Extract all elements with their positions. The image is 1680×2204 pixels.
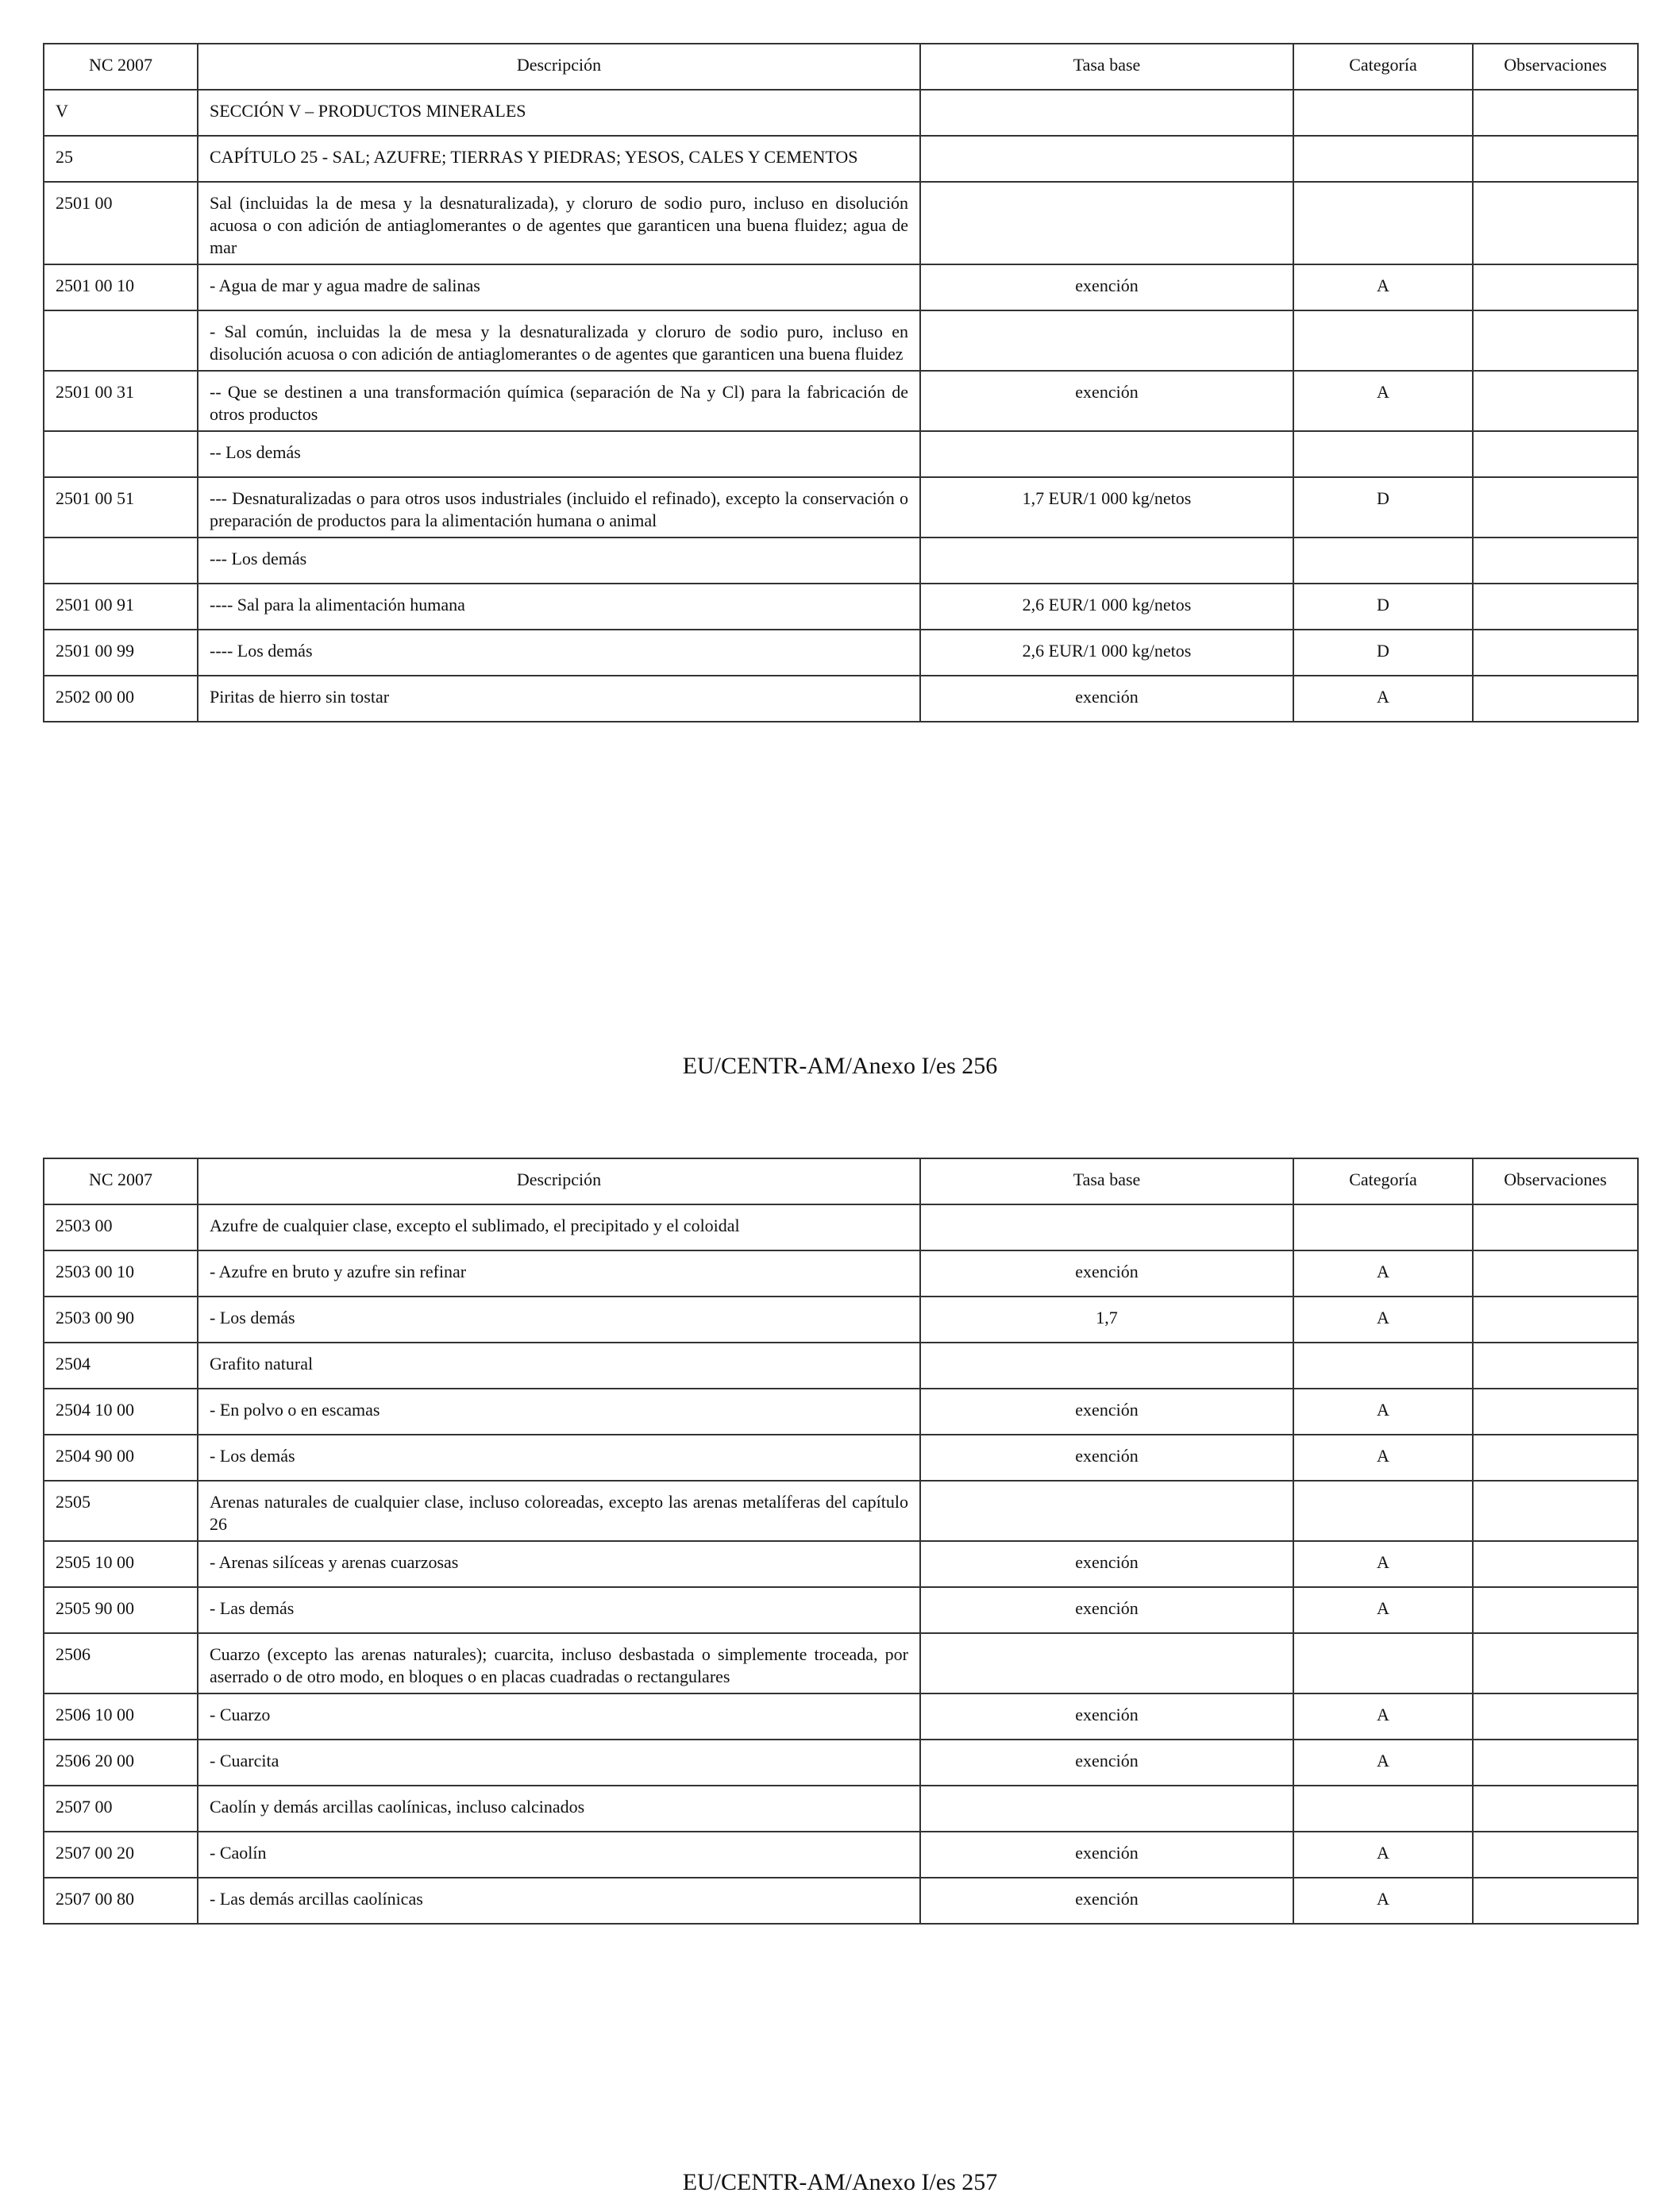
table-row <box>44 1878 1638 1924</box>
cell-description: -- Que se destinen a una transformación química (separación de Na y Cl) para la fabricación de otros productos <box>198 371 920 431</box>
cell-description: SECCIÓN V – PRODUCTOS MINERALES <box>198 90 920 136</box>
cell-categoria <box>1293 1343 1473 1389</box>
cell-observaciones <box>1473 1481 1638 1541</box>
cell-description: Sal (incluidas la de mesa y la desnaturalizada), y cloruro de sodio puro, incluso en disolución acuosa o con adición de antiaglomerantes o de agentes que garanticen una buena fluidez; agua de mar <box>198 182 920 264</box>
table-body <box>44 90 1638 722</box>
cell-description: --- Desnaturalizadas o para otros usos industriales (incluido el refinado), excepto la conservación o preparación de productos para la alimentación humana o animal <box>198 477 920 538</box>
cell-categoria: A <box>1293 1587 1473 1633</box>
cell-description: - Arenas silíceas y arenas cuarzosas <box>198 1541 920 1587</box>
table-row <box>44 1297 1638 1343</box>
cell-categoria: A <box>1293 1878 1473 1924</box>
cell-observaciones <box>1473 1204 1638 1250</box>
cell-nc-code: 2504 <box>44 1343 198 1389</box>
cell-tasa-base: exención <box>920 1541 1293 1587</box>
table-row <box>44 1693 1638 1740</box>
table-row <box>44 1204 1638 1250</box>
cell-description: CAPÍTULO 25 - SAL; AZUFRE; TIERRAS Y PIEDRAS; YESOS, CALES Y CEMENTOS <box>198 136 920 182</box>
table-row <box>44 264 1638 310</box>
cell-observaciones <box>1473 136 1638 182</box>
cell-observaciones <box>1473 477 1638 538</box>
cell-nc-code: 25 <box>44 136 198 182</box>
cell-categoria <box>1293 1633 1473 1693</box>
cell-categoria <box>1293 136 1473 182</box>
cell-tasa-base <box>920 538 1293 584</box>
cell-nc-code: 2506 <box>44 1633 198 1693</box>
cell-nc-code: 2501 00 91 <box>44 584 198 630</box>
table-row <box>44 136 1638 182</box>
header-categoria: Categoría <box>1293 1158 1473 1204</box>
table-row <box>44 676 1638 722</box>
cell-categoria: A <box>1293 676 1473 722</box>
cell-description: Caolín y demás arcillas caolínicas, incluso calcinados <box>198 1786 920 1832</box>
cell-observaciones <box>1473 90 1638 136</box>
table-row <box>44 182 1638 264</box>
header-observaciones: Observaciones <box>1473 44 1638 90</box>
cell-categoria: A <box>1293 1389 1473 1435</box>
cell-nc-code: 2501 00 99 <box>44 630 198 676</box>
cell-description: - En polvo o en escamas <box>198 1389 920 1435</box>
cell-description: Piritas de hierro sin tostar <box>198 676 920 722</box>
cell-observaciones <box>1473 1878 1638 1924</box>
cell-description: - Sal común, incluidas la de mesa y la desnaturalizada y cloruro de sodio puro, incluso en disolución acuosa o con adición de antiaglomerantes o de agentes que garanticen una buena fluidez <box>198 310 920 371</box>
cell-tasa-base: exención <box>920 371 1293 431</box>
cell-nc-code: 2507 00 80 <box>44 1878 198 1924</box>
cell-observaciones <box>1473 1693 1638 1740</box>
table-row <box>44 1633 1638 1693</box>
cell-categoria: A <box>1293 1297 1473 1343</box>
header-descripcion: Descripción <box>198 1158 920 1204</box>
cell-nc-code: 2504 10 00 <box>44 1389 198 1435</box>
cell-tasa-base <box>920 1481 1293 1541</box>
cell-tasa-base <box>920 90 1293 136</box>
cell-tasa-base <box>920 182 1293 264</box>
cell-categoria: A <box>1293 1435 1473 1481</box>
cell-nc-code: 2507 00 20 <box>44 1832 198 1878</box>
cell-observaciones <box>1473 1297 1638 1343</box>
cell-nc-code: 2506 10 00 <box>44 1693 198 1740</box>
cell-categoria: A <box>1293 1832 1473 1878</box>
table-header-row <box>44 1158 1638 1204</box>
cell-observaciones <box>1473 1740 1638 1786</box>
cell-nc-code: 2502 00 00 <box>44 676 198 722</box>
cell-description: - Cuarzo <box>198 1693 920 1740</box>
cell-description: Arenas naturales de cualquier clase, incluso coloreadas, excepto las arenas metalíferas del capítulo 26 <box>198 1481 920 1541</box>
cell-tasa-base <box>920 136 1293 182</box>
cell-tasa-base: 1,7 EUR/1 000 kg/netos <box>920 477 1293 538</box>
cell-nc-code: 2501 00 10 <box>44 264 198 310</box>
cell-nc-code: 2507 00 <box>44 1786 198 1832</box>
table-row <box>44 538 1638 584</box>
cell-categoria <box>1293 182 1473 264</box>
cell-categoria: A <box>1293 1740 1473 1786</box>
cell-tasa-base: 2,6 EUR/1 000 kg/netos <box>920 584 1293 630</box>
cell-nc-code: 2505 <box>44 1481 198 1541</box>
cell-description: Azufre de cualquier clase, excepto el sublimado, el precipitado y el coloidal <box>198 1204 920 1250</box>
cell-observaciones <box>1473 630 1638 676</box>
cell-observaciones <box>1473 1250 1638 1297</box>
cell-description: - Las demás <box>198 1587 920 1633</box>
cell-categoria: D <box>1293 584 1473 630</box>
table-row <box>44 1435 1638 1481</box>
cell-categoria: A <box>1293 371 1473 431</box>
header-observaciones: Observaciones <box>1473 1158 1638 1204</box>
cell-categoria <box>1293 1481 1473 1541</box>
table-row <box>44 1832 1638 1878</box>
header-tasa-base: Tasa base <box>920 44 1293 90</box>
cell-categoria: A <box>1293 1541 1473 1587</box>
cell-description: --- Los demás <box>198 538 920 584</box>
cell-categoria <box>1293 1204 1473 1250</box>
cell-tasa-base <box>920 1633 1293 1693</box>
cell-categoria <box>1293 1786 1473 1832</box>
cell-categoria <box>1293 90 1473 136</box>
table-row <box>44 431 1638 477</box>
cell-categoria <box>1293 431 1473 477</box>
cell-nc-code: 2503 00 90 <box>44 1297 198 1343</box>
table-row <box>44 1740 1638 1786</box>
cell-nc-code: 2503 00 10 <box>44 1250 198 1297</box>
cell-nc-code <box>44 310 198 371</box>
cell-description: - Los demás <box>198 1435 920 1481</box>
cell-observaciones <box>1473 371 1638 431</box>
cell-tasa-base <box>920 1343 1293 1389</box>
header-categoria: Categoría <box>1293 44 1473 90</box>
cell-description: - Los demás <box>198 1297 920 1343</box>
cell-categoria: D <box>1293 630 1473 676</box>
table-row <box>44 1786 1638 1832</box>
cell-observaciones <box>1473 1343 1638 1389</box>
table-row <box>44 630 1638 676</box>
cell-observaciones <box>1473 1786 1638 1832</box>
cell-tasa-base: exención <box>920 676 1293 722</box>
tariff-table-page-256 <box>43 43 1639 722</box>
table-row <box>44 477 1638 538</box>
cell-nc-code: 2505 90 00 <box>44 1587 198 1633</box>
cell-tasa-base <box>920 1204 1293 1250</box>
cell-observaciones <box>1473 1832 1638 1878</box>
cell-nc-code: 2503 00 <box>44 1204 198 1250</box>
cell-nc-code: 2506 20 00 <box>44 1740 198 1786</box>
table-header-row <box>44 44 1638 90</box>
cell-tasa-base <box>920 431 1293 477</box>
cell-description: ---- Los demás <box>198 630 920 676</box>
cell-description: ---- Sal para la alimentación humana <box>198 584 920 630</box>
cell-observaciones <box>1473 1633 1638 1693</box>
table-row <box>44 1587 1638 1633</box>
table-row <box>44 310 1638 371</box>
cell-observaciones <box>1473 538 1638 584</box>
cell-observaciones <box>1473 1541 1638 1587</box>
cell-tasa-base: exención <box>920 1693 1293 1740</box>
cell-categoria: D <box>1293 477 1473 538</box>
cell-categoria <box>1293 310 1473 371</box>
cell-description: Grafito natural <box>198 1343 920 1389</box>
cell-tasa-base: exención <box>920 1389 1293 1435</box>
cell-categoria: A <box>1293 1693 1473 1740</box>
cell-nc-code: 2501 00 <box>44 182 198 264</box>
table-row <box>44 90 1638 136</box>
cell-tasa-base: exención <box>920 1250 1293 1297</box>
header-tasa-base: Tasa base <box>920 1158 1293 1204</box>
cell-nc-code <box>44 538 198 584</box>
cell-categoria: A <box>1293 1250 1473 1297</box>
cell-observaciones <box>1473 431 1638 477</box>
table-row <box>44 1250 1638 1297</box>
cell-description: - Agua de mar y agua madre de salinas <box>198 264 920 310</box>
cell-description: - Caolín <box>198 1832 920 1878</box>
page-footer-256: EU/CENTR-AM/Anexo I/es 256 <box>682 1053 998 1079</box>
cell-nc-code: 2501 00 51 <box>44 477 198 538</box>
cell-observaciones <box>1473 1389 1638 1435</box>
cell-tasa-base <box>920 1786 1293 1832</box>
cell-description: - Azufre en bruto y azufre sin refinar <box>198 1250 920 1297</box>
table-row <box>44 584 1638 630</box>
cell-categoria <box>1293 538 1473 584</box>
cell-tasa-base: exención <box>920 264 1293 310</box>
table-row <box>44 1481 1638 1541</box>
tariff-table-page-257 <box>43 1158 1639 1925</box>
cell-observaciones <box>1473 264 1638 310</box>
cell-description: - Las demás arcillas caolínicas <box>198 1878 920 1924</box>
cell-tasa-base: exención <box>920 1435 1293 1481</box>
cell-observaciones <box>1473 584 1638 630</box>
cell-tasa-base: exención <box>920 1740 1293 1786</box>
header-nc-2007: NC 2007 <box>44 44 198 90</box>
cell-description: - Cuarcita <box>198 1740 920 1786</box>
cell-observaciones <box>1473 1587 1638 1633</box>
cell-observaciones <box>1473 676 1638 722</box>
cell-tasa-base: 1,7 <box>920 1297 1293 1343</box>
cell-nc-code: 2504 90 00 <box>44 1435 198 1481</box>
table-row <box>44 1541 1638 1587</box>
cell-description: Cuarzo (excepto las arenas naturales); cuarcita, incluso desbastada o simplemente troceada, por aserrado o de otro modo, en bloques o en placas cuadradas o rectangulares <box>198 1633 920 1693</box>
cell-categoria: A <box>1293 264 1473 310</box>
cell-tasa-base: 2,6 EUR/1 000 kg/netos <box>920 630 1293 676</box>
cell-description: -- Los demás <box>198 431 920 477</box>
cell-nc-code <box>44 431 198 477</box>
cell-tasa-base: exención <box>920 1832 1293 1878</box>
cell-observaciones <box>1473 182 1638 264</box>
cell-observaciones <box>1473 310 1638 371</box>
cell-tasa-base <box>920 310 1293 371</box>
cell-observaciones <box>1473 1435 1638 1481</box>
cell-nc-code: 2505 10 00 <box>44 1541 198 1587</box>
cell-tasa-base: exención <box>920 1587 1293 1633</box>
cell-nc-code: V <box>44 90 198 136</box>
header-nc-2007: NC 2007 <box>44 1158 198 1204</box>
table-row <box>44 1389 1638 1435</box>
cell-nc-code: 2501 00 31 <box>44 371 198 431</box>
header-descripcion: Descripción <box>198 44 920 90</box>
page-footer-257: EU/CENTR-AM/Anexo I/es 257 <box>682 2169 998 2195</box>
table-row <box>44 371 1638 431</box>
table-body <box>44 1204 1638 1924</box>
table-row <box>44 1343 1638 1389</box>
cell-tasa-base: exención <box>920 1878 1293 1924</box>
